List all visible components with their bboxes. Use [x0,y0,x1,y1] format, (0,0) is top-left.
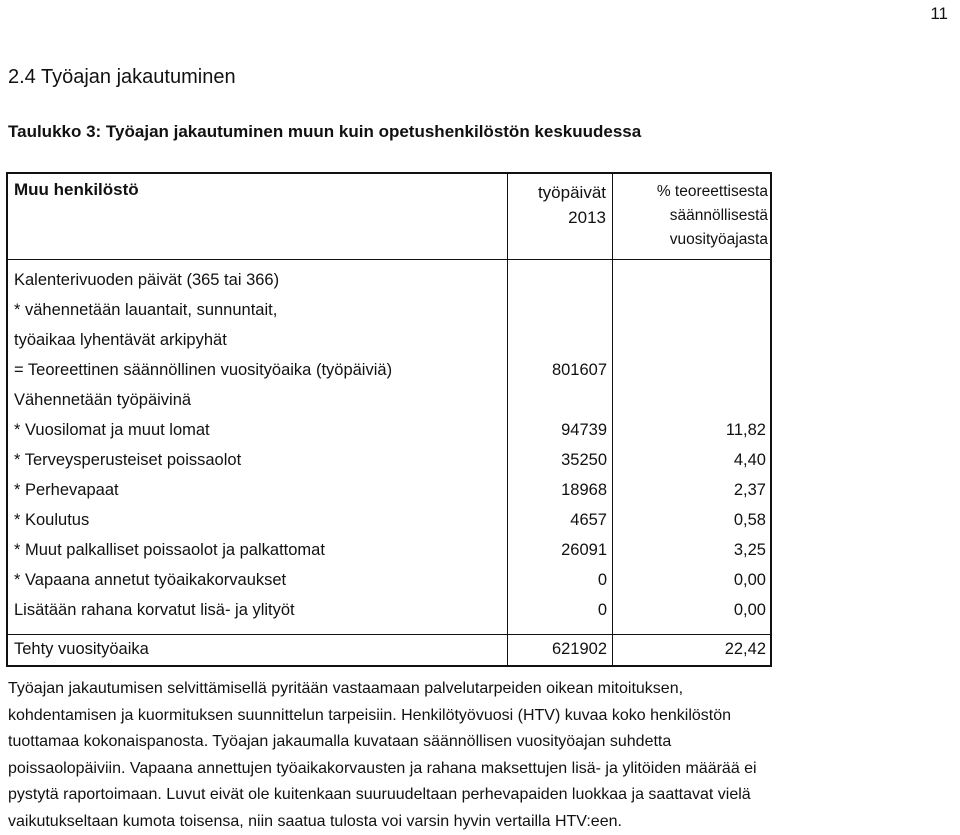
row-label: * Vuosilomat ja muut lomat [14,421,210,439]
table-row [8,508,772,537]
page-number: 11 [930,4,948,23]
total-days: 621902 [551,640,607,658]
paragraph-line: tuottamaa kokonaispanosta. Työajan jakaumalla kuvataan säännöllisen vuosityöajan suhdetta [8,733,672,750]
table-row [8,448,772,477]
row-days: 35250 [561,451,607,469]
row-label: työaikaa lyhentävät arkipyhät [14,331,227,349]
row-days: 26091 [561,541,607,559]
row-label: * Perhevapaat [14,481,119,499]
header-pct-line1: % teoreettisesta [656,183,768,200]
paragraph-line: pystytä raportoimaan. Luvut eivät ole kuitenkaan suuruudeltaan perhevapaiden luokkaa ja saattavat vielä [8,786,751,803]
row-label: * Vapaana annetut työaikakorvaukset [14,571,287,589]
table-row [8,358,772,387]
header-label-cell [8,174,508,259]
row-label: * Koulutus [14,511,90,529]
header-pct-line3: vuosityöajasta [669,231,768,248]
paragraph-line: poissaolopäiviin. Vapaana annettujen työaikakorvausten ja rahana maksettujen lisä- ja ylitöiden määrää ei [8,759,757,777]
table-total-row [8,634,770,665]
total-pct: 22,42 [724,640,766,658]
table-row [8,568,772,597]
row-label: Vähennetään työpäivinä [14,391,192,409]
table-row [8,328,772,357]
table-body [8,260,770,634]
table-row [8,478,772,507]
row-pct: 2,37 [733,481,766,499]
table-row [8,538,772,567]
header-pct [657,180,768,252]
working-time-table [6,172,772,667]
row-pct: 0,58 [733,511,766,529]
row-pct: 0,00 [733,601,766,619]
row-days: 94739 [561,421,607,439]
table-row [8,268,772,297]
table-header-row [8,174,770,260]
row-days: 0 [597,601,607,619]
row-label: * Terveysperusteiset poissaolot [14,451,242,469]
table-row [8,598,772,627]
header-days [538,180,606,230]
row-label: * Muut palkalliset poissaolot ja palkattomat [14,541,325,559]
header-days-cell [508,174,613,259]
section-heading: 2.4 Työajan jakautuminen [8,66,236,88]
row-days: 801607 [551,361,607,379]
table-row [8,388,772,417]
total-label: Tehty vuosityöaika [14,640,149,658]
row-pct: 0,00 [733,571,766,589]
header-days-line1: työpäivät [537,183,606,202]
row-label: = Teoreettinen säännöllinen vuosityöaika (työpäiviä) [14,361,393,379]
header-pct-line2: säännöllisestä [669,207,768,224]
row-pct: 4,40 [733,451,766,469]
row-days: 0 [597,571,607,589]
table-caption: Taulukko 3: Työajan jakautuminen muun kuin opetushenkilöstön keskuudessa [8,122,642,141]
row-label: * vähennetään lauantait, sunnuntait, [14,301,278,319]
row-days: 18968 [561,481,607,499]
header-pct-cell [613,174,772,259]
row-label: Lisätään rahana korvatut lisä- ja ylityöt [14,601,295,619]
row-label: Kalenterivuoden päivät (365 tai 366) [14,271,280,289]
body-paragraph [8,676,953,835]
table-row [8,298,772,327]
row-days: 4657 [570,511,607,529]
paragraph-line: Työajan jakautumisen selvittämisellä pyritään vastaamaan palvelutarpeiden oikean mitoituksen, [8,680,684,697]
row-pct: 11,82 [725,421,766,439]
header-days-line2: 2013 [568,208,606,227]
header-label: Muu henkilöstö [14,180,139,199]
table-row [8,418,772,447]
row-pct: 3,25 [733,541,766,559]
paragraph-line: vaikutukseltaan kumota toisensa, niin saatua tulosta voi varsin hyvin vertailla HTV:een. [8,812,622,830]
paragraph-line: kohdentamisen ja kuormituksen suunnittelun tarpeisiin. Henkilötyövuosi (HTV) kuvaa koko henkilöstön [8,706,732,724]
